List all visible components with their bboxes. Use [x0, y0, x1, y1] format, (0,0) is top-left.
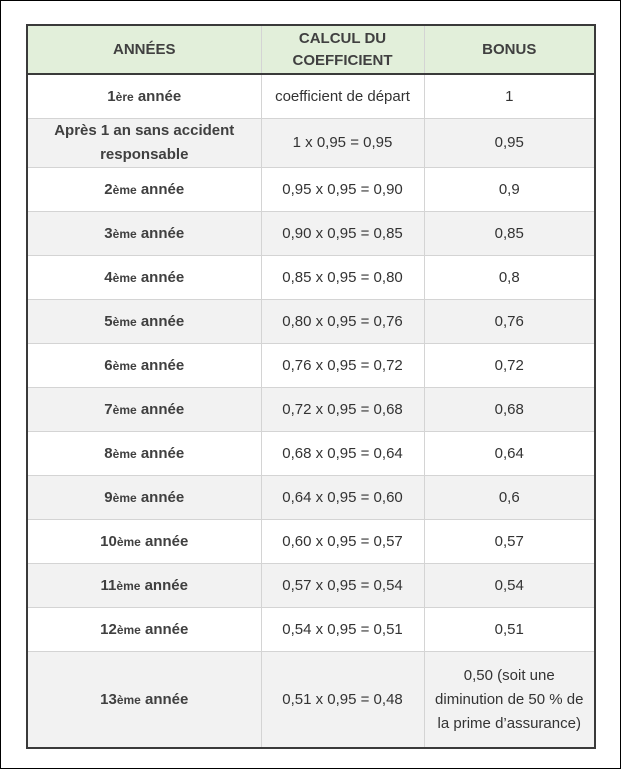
bonus-cell: 0,72: [424, 344, 595, 388]
year-suffix: ème: [112, 270, 137, 285]
year-number: 11: [100, 576, 117, 594]
year-number: 5: [104, 312, 113, 330]
year-word: année: [137, 87, 182, 105]
table-row: [27, 476, 595, 520]
table-row: [27, 256, 595, 300]
table-row: [27, 168, 595, 212]
table-row: [27, 432, 595, 476]
year-cell: Après 1 an sans accident responsable: [27, 119, 261, 168]
calc-cell: 0,80 x 0,95 = 0,76: [261, 300, 424, 344]
calc-cell: coefficient de départ: [261, 74, 424, 119]
calc-cell: 0,60 x 0,95 = 0,57: [261, 520, 424, 564]
bonus-cell: 0,76: [424, 300, 595, 344]
table-row: [27, 74, 595, 119]
year-number: 8: [104, 444, 113, 462]
year-cell: [27, 212, 261, 256]
bonus-cell: 0,54: [424, 564, 595, 608]
calc-cell: 0,68 x 0,95 = 0,64: [261, 432, 424, 476]
year-suffix: ème: [112, 490, 137, 505]
year-suffix: ème: [112, 402, 137, 417]
calc-cell: 0,95 x 0,95 = 0,90: [261, 168, 424, 212]
year-cell: [27, 476, 261, 520]
year-cell: [27, 256, 261, 300]
year-cell: [27, 300, 261, 344]
calc-cell: 0,54 x 0,95 = 0,51: [261, 608, 424, 652]
year-number: 6: [104, 356, 113, 374]
year-cell: [27, 388, 261, 432]
bonus-cell: 0,8: [424, 256, 595, 300]
table-row: [27, 119, 595, 168]
year-number: 10: [100, 532, 117, 550]
header-row: [27, 25, 595, 74]
bonus-cell: 0,9: [424, 168, 595, 212]
year-word: année: [145, 532, 189, 550]
bonus-cell: 0,85: [424, 212, 595, 256]
year-number: 7: [104, 400, 113, 418]
year-word: année: [140, 268, 185, 286]
year-number: 1: [107, 87, 116, 105]
bonus-cell: 0,57: [424, 520, 595, 564]
calc-cell: 0,85 x 0,95 = 0,80: [261, 256, 424, 300]
year-suffix: ère: [115, 89, 134, 104]
year-word: année: [140, 488, 185, 506]
year-suffix: ème: [116, 534, 141, 549]
calc-cell: 0,51 x 0,95 = 0,48: [261, 652, 424, 749]
year-suffix: ème: [116, 578, 141, 593]
year-word: année: [145, 690, 189, 708]
header-coefficient-calc: CALCUL DU COEFFICIENT: [261, 25, 424, 74]
year-word: année: [140, 180, 185, 198]
year-word: année: [140, 400, 185, 418]
calc-cell: 0,72 x 0,95 = 0,68: [261, 388, 424, 432]
year-word: année: [140, 444, 185, 462]
year-number: 3: [104, 224, 113, 242]
year-number: 2: [104, 180, 113, 198]
year-cell: [27, 608, 261, 652]
table-row: [27, 300, 595, 344]
year-cell: [27, 168, 261, 212]
year-suffix: ème: [116, 622, 141, 637]
year-suffix: ème: [112, 226, 137, 241]
table-row: [27, 344, 595, 388]
table-row: [27, 608, 595, 652]
table-row: [27, 388, 595, 432]
bonus-coefficient-table: [26, 24, 596, 749]
year-word: année: [144, 576, 188, 594]
bonus-cell: 1: [424, 74, 595, 119]
year-word: année: [140, 356, 185, 374]
calc-cell: 0,76 x 0,95 = 0,72: [261, 344, 424, 388]
bonus-cell: 0,68: [424, 388, 595, 432]
table-row: [27, 212, 595, 256]
table-row: [27, 652, 595, 749]
bonus-cell: 0,6: [424, 476, 595, 520]
year-suffix: ème: [112, 358, 137, 373]
year-word: année: [140, 224, 185, 242]
year-cell: [27, 652, 261, 749]
year-cell: [27, 74, 261, 119]
bonus-cell: 0,64: [424, 432, 595, 476]
table-row: [27, 520, 595, 564]
year-suffix: ème: [112, 314, 137, 329]
calc-cell: 0,57 x 0,95 = 0,54: [261, 564, 424, 608]
year-suffix: ème: [116, 692, 141, 707]
year-suffix: ème: [112, 446, 137, 461]
year-cell: [27, 344, 261, 388]
header-bonus: BONUS: [424, 25, 595, 74]
year-word: année: [145, 620, 189, 638]
calc-cell: 0,64 x 0,95 = 0,60: [261, 476, 424, 520]
header-years: ANNÉES: [27, 25, 261, 74]
year-cell: [27, 432, 261, 476]
calc-cell: 1 x 0,95 = 0,95: [261, 119, 424, 168]
year-cell: [27, 564, 261, 608]
bonus-cell: 0,50 (soit une diminution de 50 % de la prime d’assurance): [424, 652, 595, 749]
table-row: [27, 564, 595, 608]
year-number: 9: [104, 488, 113, 506]
bonus-cell: 0,95: [424, 119, 595, 168]
year-number: 12: [100, 620, 117, 638]
calc-cell: 0,90 x 0,95 = 0,85: [261, 212, 424, 256]
year-suffix: ème: [112, 182, 137, 197]
year-word: année: [140, 312, 185, 330]
year-cell: [27, 520, 261, 564]
year-number: 13: [100, 690, 117, 708]
bonus-cell: 0,51: [424, 608, 595, 652]
year-number: 4: [104, 268, 113, 286]
